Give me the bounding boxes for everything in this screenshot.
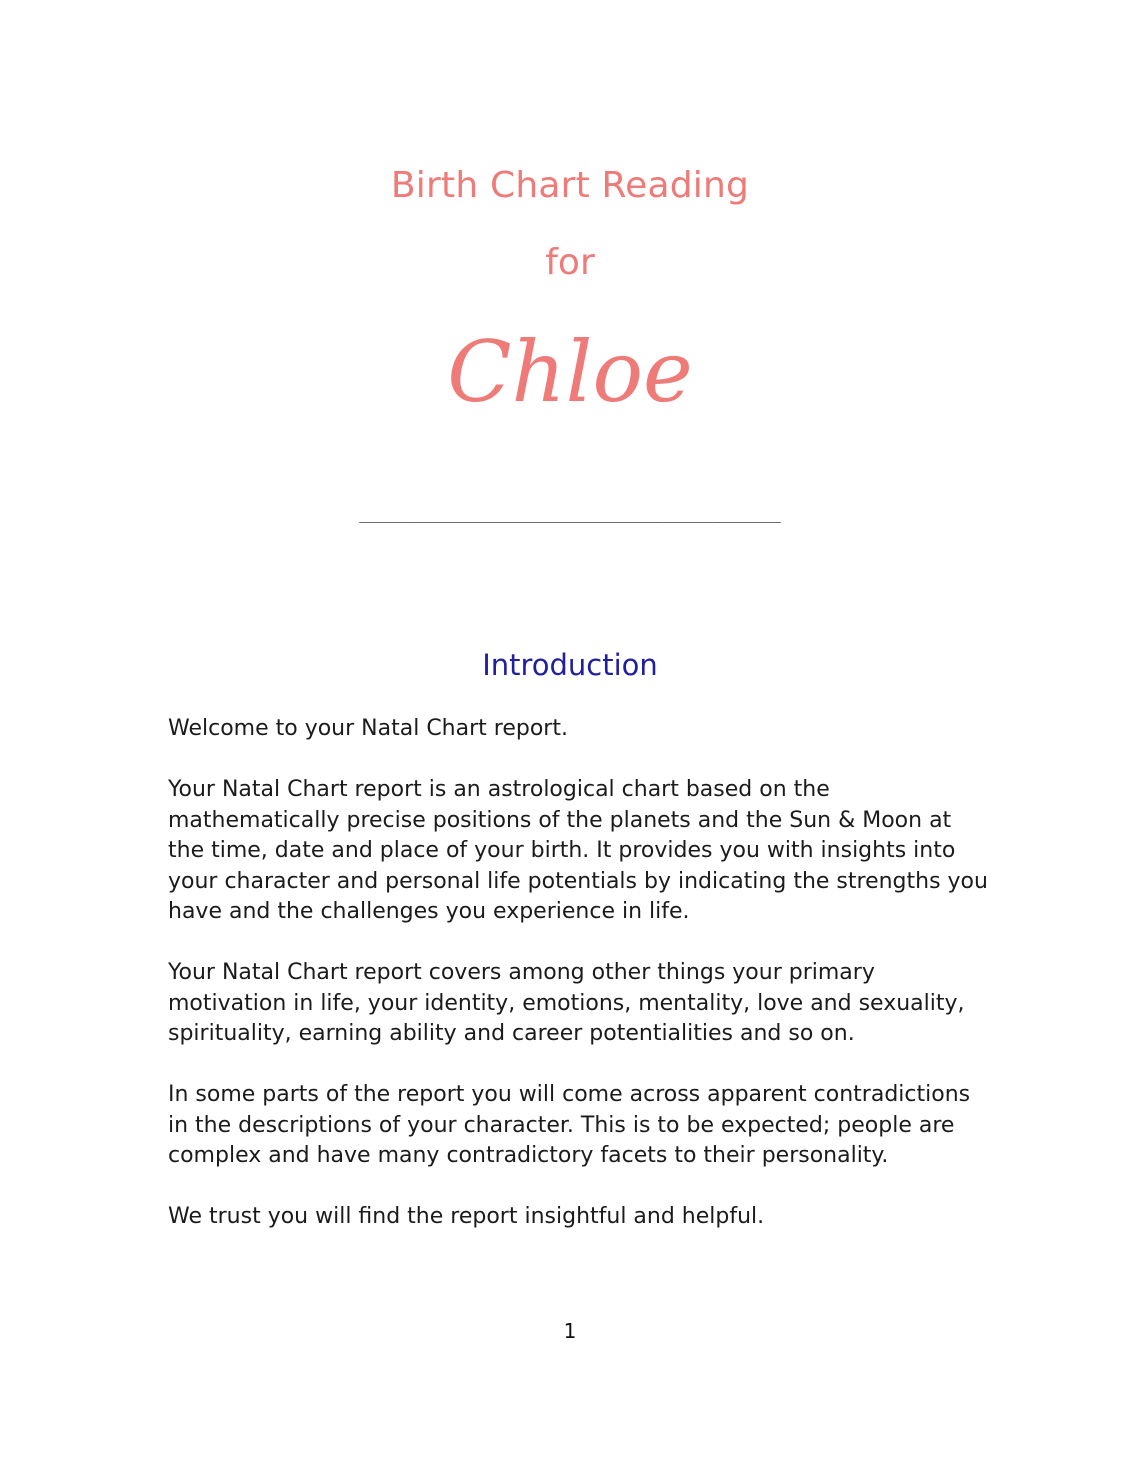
introduction-body bbox=[168, 714, 988, 1263]
recipient-name: Chloe bbox=[447, 323, 693, 421]
intro-paragraph: In some parts of the report you will come across apparent contradictions in the descriptions of your character. This is to be expected; people are complex and have many contradictory facets to their personality. bbox=[168, 1082, 971, 1168]
intro-paragraph: Your Natal Chart report covers among other things your primary motivation in life, your identity, emotions, mentality, love and sexuality, spirituality, earning ability and career potentialities and so on. bbox=[168, 960, 965, 1046]
for-label: for bbox=[545, 242, 595, 283]
introduction-heading: Introduction bbox=[482, 648, 658, 682]
page-number: 1 bbox=[563, 1319, 577, 1343]
intro-paragraph: Welcome to your Natal Chart report. bbox=[168, 716, 568, 741]
separator-line: _________________________ bbox=[359, 493, 781, 523]
intro-paragraph: We trust you will find the report insightful and helpful. bbox=[168, 1204, 765, 1229]
intro-paragraph: Your Natal Chart report is an astrological chart based on the mathematically precise positions of the planets and the Sun & Moon at the time, date and place of your birth. It provides you with insights into your character and personal life potentials by indicating the strengths you have and the challenges you experience in life. bbox=[168, 777, 988, 924]
report-title: Birth Chart Reading bbox=[390, 165, 750, 206]
